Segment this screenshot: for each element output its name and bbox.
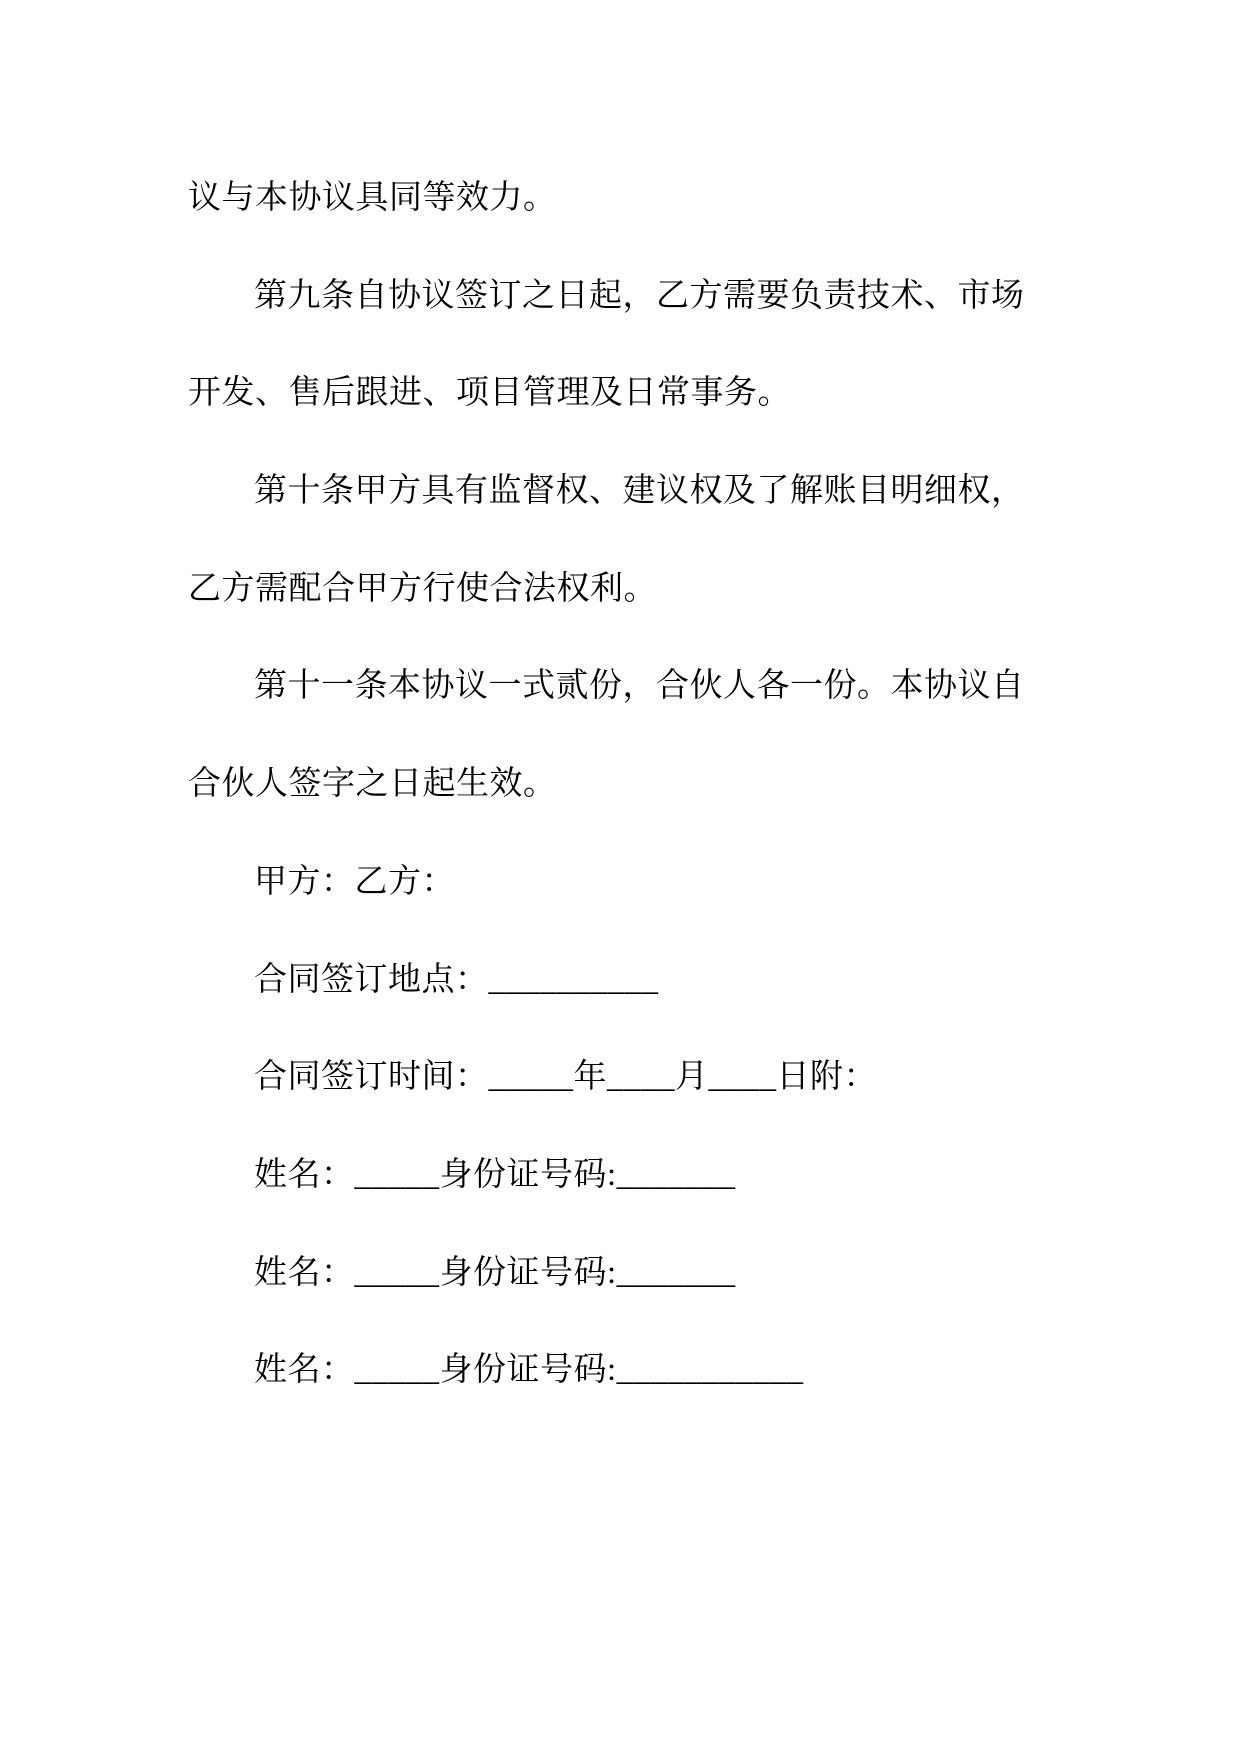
- document-line: 合同签订地点：__________: [254, 961, 659, 998]
- document-line: 第十条甲方具有监督权、建议权及了解账目明细权，: [254, 473, 1025, 510]
- document-line: 议与本协议具同等效力。: [188, 180, 557, 216]
- document-line: 第十一条本协议一式贰份，合伙人各一份。本协议自: [254, 668, 1025, 705]
- document-line: 第九条自协议签订之日起，乙方需要负责技术、市场: [254, 277, 1025, 314]
- document-line: 合伙人签字之日起生效。: [188, 766, 557, 803]
- document-line: 开发、售后跟进、项目管理及日常事务。: [188, 375, 791, 412]
- document-line: 姓名：_____身份证号码:_______: [254, 1254, 736, 1291]
- document-line: 姓名：_____身份证号码:___________: [254, 1352, 804, 1389]
- document-line: 甲方：乙方：: [254, 863, 455, 900]
- document-lines: [188, 150, 1038, 1420]
- document-line: 合同签订时间：_____年____月____日附：: [254, 1059, 877, 1096]
- document-line: 姓名：_____身份证号码:_______: [254, 1156, 736, 1193]
- document-line: 乙方需配合甲方行使合法权利。: [188, 570, 657, 607]
